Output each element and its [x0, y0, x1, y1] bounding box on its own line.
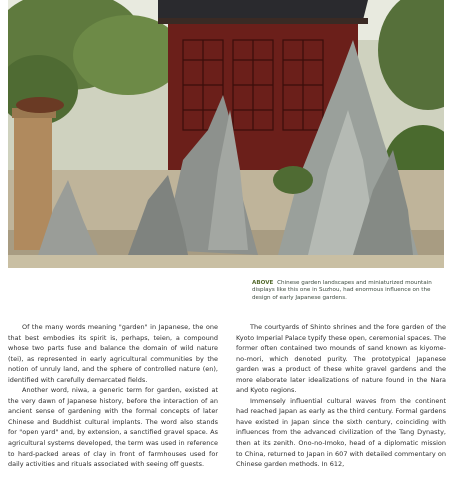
- caption-text: Chinese garden landscapes and miniaturized mountain displays like this one in Suzhou, had enormous influence on the design of early Japanese gardens.: [252, 280, 432, 301]
- caption-lead: ABOVE: [252, 280, 274, 286]
- left-column: [8, 322, 218, 470]
- right-column: [236, 322, 446, 470]
- garden-photo: [8, 0, 444, 268]
- paragraph: Of the many words meaning "garden" in Japanese, the one that best embodies its spirit is, perhaps, teien, a compound whose two parts fuse and balance the domain of wild nature (tei), as represented in early agricultural communities by the notion of unruly land, and the sphere of controlled nature (en), identified with carefully demarcated fields.: [8, 323, 218, 384]
- paragraph: The courtyards of Shinto shrines and the fore garden of the Kyoto Imperial Palace typify these open, ceremonial spaces. The former often contained two mounds of sand known as kiyome-no-mori, which denoted purity. The prototypical Japanese garden was a product of these white gravel gardens and the more elaborate later idealizations of nature found in the Nara and Kyoto regions.: [236, 323, 446, 395]
- paragraph: Immensely influential cultural waves from the continent had reached Japan as early as the third century. Formal gardens have existed in Japan since the sixth century, coinciding with influences from the advanced civilization of the Tang Dynasty, then at its zenith. Ono-no-Imoko, head of a diplomatic mission to China, returned to Japan in 607 with detailed commentary on Chinese garden methods. In 612,: [236, 396, 446, 469]
- photo-caption: [252, 280, 442, 302]
- paragraph: Another word, niwa, a generic term for garden, existed at the very dawn of Japanese history, before the interaction of an ancient sense of gardening with the formal concepts of later Chinese and Buddhist cultural implants. The word also stands for "open yard" and, by extension, a sanctified gravel space. As agricultural systems developed, the term was used in reference to hard-packed areas of clay in front of farmhouses used for daily activities and rituals associated with seeing off guests.: [8, 386, 218, 469]
